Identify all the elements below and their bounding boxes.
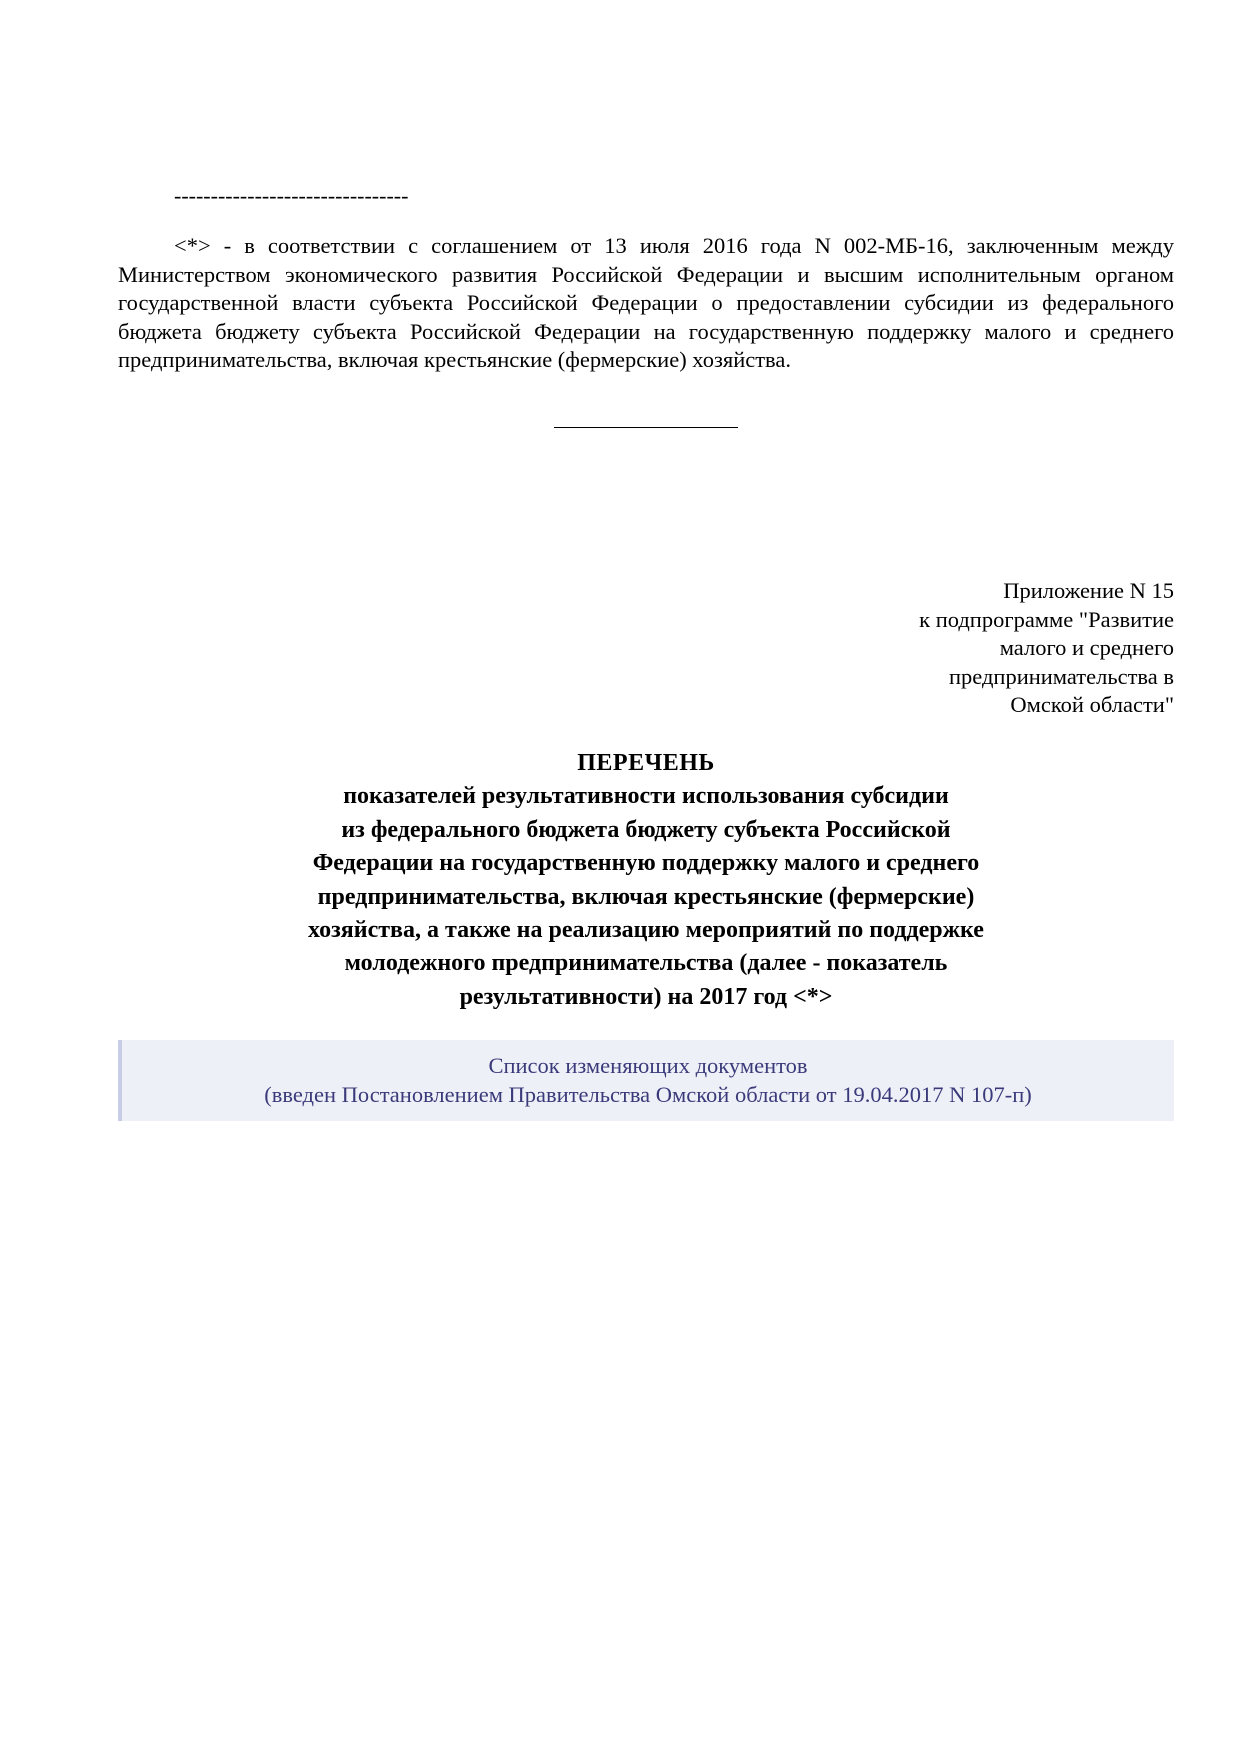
title-line: Федерации на государственную поддержку малого и среднего xyxy=(312,850,980,877)
title-heading: ПЕРЕЧЕНЬ xyxy=(577,750,715,776)
amendments-box xyxy=(118,1040,1174,1121)
title-line: хозяйства, а также на реализацию мероприятий по поддержке xyxy=(308,917,984,944)
appendix-line: малого и среднего xyxy=(999,635,1174,661)
title-line: из федерального бюджета бюджету субъекта Российской xyxy=(341,816,951,843)
section-divider xyxy=(554,427,738,428)
appendix-line: Омской области" xyxy=(1010,692,1174,718)
amendments-title: Список изменяющих документов xyxy=(488,1053,808,1078)
amendments-note: (введен Постановлением Правительства Омской области от 19.04.2017 N 107-п) xyxy=(264,1082,1032,1107)
appendix-reference xyxy=(919,577,1174,720)
appendix-line: предпринимательства в xyxy=(948,663,1174,689)
appendix-line: к подпрограмме "Развитие xyxy=(919,606,1174,632)
title-line: предпринимательства, включая крестьянские (фермерские) xyxy=(317,883,975,910)
appendix-line: Приложение N 15 xyxy=(1003,578,1174,603)
title-line: результативности) на 2017 год <*> xyxy=(459,983,833,1010)
title-line: молодежного предпринимательства (далее - показатель xyxy=(344,950,948,977)
footnote-separator: -------------------------------- xyxy=(174,183,409,208)
document-title xyxy=(118,747,1174,1014)
footnote-text: <*> - в соответствии с соглашением от 13 июля 2016 года N 002-МБ-16, заключенным между Министерством экономического развития Российской Федерации и высшим исполнительным органом государственной власти субъекта Российской Федерации о предоставлении субсидии из федерального бюджета бюджету субъекта Российской Федерации на государственную поддержку малого и среднего предпринимательства, включая крестьянские (фермерские) хозяйства. xyxy=(118,233,1174,373)
title-line: показателей результативности использования субсидии xyxy=(343,783,949,810)
